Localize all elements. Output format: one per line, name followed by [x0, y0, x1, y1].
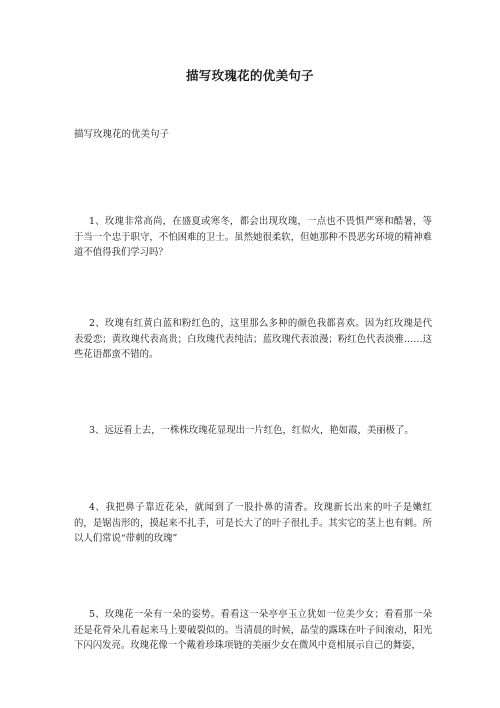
document-subtitle: 描写玫瑰花的优美句子 [74, 129, 170, 140]
paragraph-3: 3、远远看上去，一株株玫瑰花显现出一片红色，红似火，艳如霞，美丽极了。 [89, 425, 414, 437]
paragraph-1: 1、玫瑰非常高尚，在盛夏或寒冬，都会出现玫瑰，一点也不畏惧严寒和酷暑，等于当一个忠于职守，不怕困难的卫士。虽然她很柔软，但她那种不畏恶劣环境的精神难道不值得我们学习吗？ [74, 216, 432, 259]
paragraph-4: 4、我把鼻子靠近花朵，就闻到了一股扑鼻的清香。玫瑰新长出来的叶子是嫩红的，是锯齿形的，摸起来不扎手，可是长大了的叶子很扎手。其实它的茎上也有刺。所以人们常说“带刺的玫瑰” [74, 502, 432, 545]
paragraph-2: 2、玫瑰有红黄白蓝和粉红色的，这里那么多种的颜色我都喜欢。因为红玫瑰是代表爱恋；黄玫瑰代表高贵；白玫瑰代表纯洁；蓝玫瑰代表浪漫；粉红色代表淡雅……这些花语都蛮不错的。 [74, 318, 432, 361]
document-title: 描写玫瑰花的优美句子 [185, 68, 314, 83]
paragraph-5: 5、玫瑰花一朵有一朵的姿势。看看这一朵亭亭玉立犹如一位美少女；看看那一朵还是花骨朵儿看起来马上要破裂似的。当清晨的时候，晶莹的露珠在叶子间滚动，阳光下闪闪发亮。玫瑰花像一个戴着珍珠项链的美丽少女在微风中竟相展示自己的舞姿， [74, 609, 432, 652]
